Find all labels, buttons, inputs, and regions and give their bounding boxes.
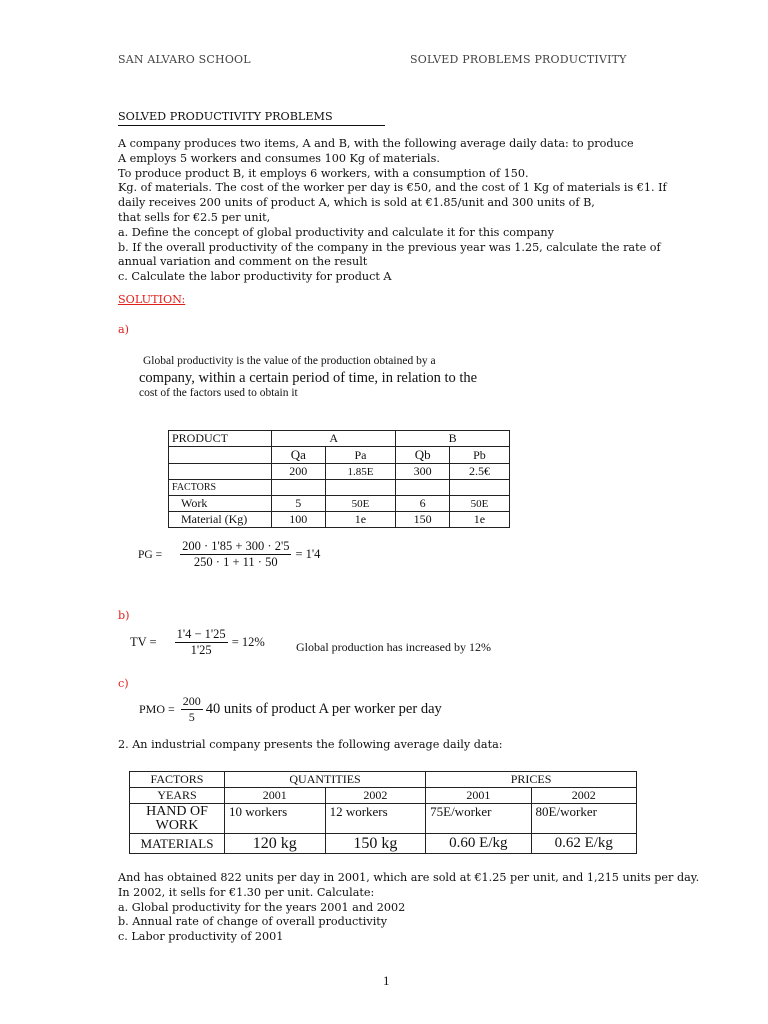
pmo-numerator: 200 [182, 694, 201, 708]
empty-cell [272, 480, 326, 496]
tv-numerator: 1'4 − 1'25 [176, 627, 226, 641]
q-year-2002: 2002 [325, 788, 426, 804]
years-header: YEARS [130, 788, 225, 804]
problem1-line: annual variation and comment on the result [118, 255, 368, 269]
factors-header: FACTORS [130, 772, 225, 788]
problem1-line: that sells for €2.5 per unit, [118, 210, 271, 224]
qa-value: 200 [272, 464, 326, 480]
definition-line-3: cost of the factors used to obtain it [139, 387, 298, 399]
p-year-2001: 2001 [426, 788, 531, 804]
hw-q-2002: 12 workers [325, 804, 426, 834]
hand-of-work-label: HAND OF WORK [130, 804, 225, 834]
problem1-text [118, 137, 667, 285]
pg-result: = 1'4 [295, 547, 321, 561]
group-b-header: B [396, 431, 510, 447]
empty-cell [169, 464, 272, 480]
pg-denominator: 250 · 1 + 11 · 50 [193, 555, 278, 569]
work-label: Work [169, 496, 272, 512]
pg-formula [138, 539, 320, 570]
materials-label: MATERIALS [130, 834, 225, 854]
problem2-line: In 2002, it sells for €1.30 per unit. Calculate: [118, 885, 375, 899]
pb-value: 2.5€ [449, 464, 509, 480]
problem1-line: A company produces two items, A and B, with the following average daily data: to produce [118, 137, 634, 150]
pmo-formula [139, 694, 442, 725]
page-title: SOLVED PRODUCTIVITY PROBLEMS [118, 110, 385, 126]
work-a: 5 [272, 496, 326, 512]
empty-cell [325, 480, 396, 496]
m-q-2002: 150 kg [325, 834, 426, 854]
quantities-header: QUANTITIES [225, 772, 426, 788]
work-b: 6 [396, 496, 450, 512]
qb-value: 300 [396, 464, 450, 480]
tv-comment: Global production has increased by 12% [296, 640, 491, 654]
tv-formula [130, 627, 265, 658]
qb-header: Qb [396, 447, 450, 464]
part-a-label: a) [118, 323, 130, 336]
factors-label: FACTORS [169, 480, 272, 496]
mat-pb: 1e [449, 512, 509, 528]
problem2-intro: 2. An industrial company presents the following average daily data: [118, 738, 503, 751]
pg-numerator: 200 · 1'85 + 300 · 2'5 [182, 539, 290, 553]
problem1-line: To produce product B, it employs 6 workers, with a consumption of 150. [118, 166, 529, 180]
mat-pa: 1e [325, 512, 396, 528]
page-number: 1 [383, 973, 390, 988]
pa-header: Pa [325, 447, 396, 464]
problem2-line: And has obtained 822 units per day in 2001, which are sold at €1.25 per unit, and 1,215 units per day. [118, 871, 700, 884]
mat-b: 150 [396, 512, 450, 528]
empty-cell [169, 447, 272, 464]
q-year-2001: 2001 [225, 788, 326, 804]
pa-value: 1.85E [325, 464, 396, 480]
m-p-2002: 0.62 E/kg [531, 834, 636, 854]
tv-fraction [175, 627, 228, 658]
product-table [168, 430, 510, 528]
header-right: SOLVED PROBLEMS PRODUCTIVITY [410, 53, 627, 66]
work-pa: 50E [325, 496, 396, 512]
pmo-denominator: 5 [188, 710, 195, 724]
problem1-line: c. Calculate the labor productivity for product A [118, 270, 392, 284]
m-q-2001: 120 kg [225, 834, 326, 854]
empty-cell [449, 480, 509, 496]
pb-header: Pb [449, 447, 509, 464]
tv-denominator: 1'25 [190, 643, 212, 657]
problem1-line: b. If the overall productivity of the company in the previous year was 1.25, calculate the rate of [118, 240, 661, 254]
work-pb: 50E [449, 496, 509, 512]
hw-q-2001: 10 workers [225, 804, 326, 834]
pmo-fraction [181, 694, 203, 725]
problem1-line: A employs 5 workers and consumes 100 Kg of materials. [118, 151, 440, 165]
problem1-line: Kg. of materials. The cost of the worker per day is €50, and the cost of 1 Kg of materials is €1. If [118, 181, 667, 195]
hw-p-2002: 80E/worker [531, 804, 636, 834]
problem2-line: a. Global productivity for the years 2001 and 2002 [118, 900, 406, 914]
m-p-2001: 0.60 E/kg [426, 834, 531, 854]
pmo-lhs: PMO = [139, 702, 175, 716]
prices-header: PRICES [426, 772, 637, 788]
empty-cell [396, 480, 450, 496]
group-a-header: A [272, 431, 396, 447]
definition-line-1: Global productivity is the value of the production obtained by a [143, 355, 436, 367]
problem2-line: b. Annual rate of change of overall productivity [118, 915, 388, 929]
mat-a: 100 [272, 512, 326, 528]
part-b-label: b) [118, 609, 130, 622]
product-header: PRODUCT [169, 431, 272, 447]
problem2-line: c. Labor productivity of 2001 [118, 930, 284, 944]
pmo-result: 40 units of product A per worker per day [205, 701, 442, 717]
pg-fraction [180, 539, 291, 570]
solution-label: SOLUTION: [118, 293, 186, 306]
part-c-label: c) [118, 677, 129, 690]
problem1-line: a. Define the concept of global productivity and calculate it for this company [118, 225, 554, 239]
factors-table [129, 771, 637, 854]
header-left: SAN ALVARO SCHOOL [118, 53, 251, 66]
definition-line-2: company, within a certain period of time, in relation to the [139, 370, 478, 386]
material-label: Material (Kg) [169, 512, 272, 528]
problem1-line: daily receives 200 units of product A, which is sold at €1.85/unit and 300 units of B, [118, 196, 595, 210]
pg-lhs: PG = [138, 548, 163, 561]
tv-result: = 12% [231, 635, 265, 649]
tv-lhs: TV = [130, 635, 157, 649]
p-year-2002: 2002 [531, 788, 636, 804]
hw-p-2001: 75E/worker [426, 804, 531, 834]
qa-header: Qa [272, 447, 326, 464]
problem2-text [118, 871, 699, 945]
